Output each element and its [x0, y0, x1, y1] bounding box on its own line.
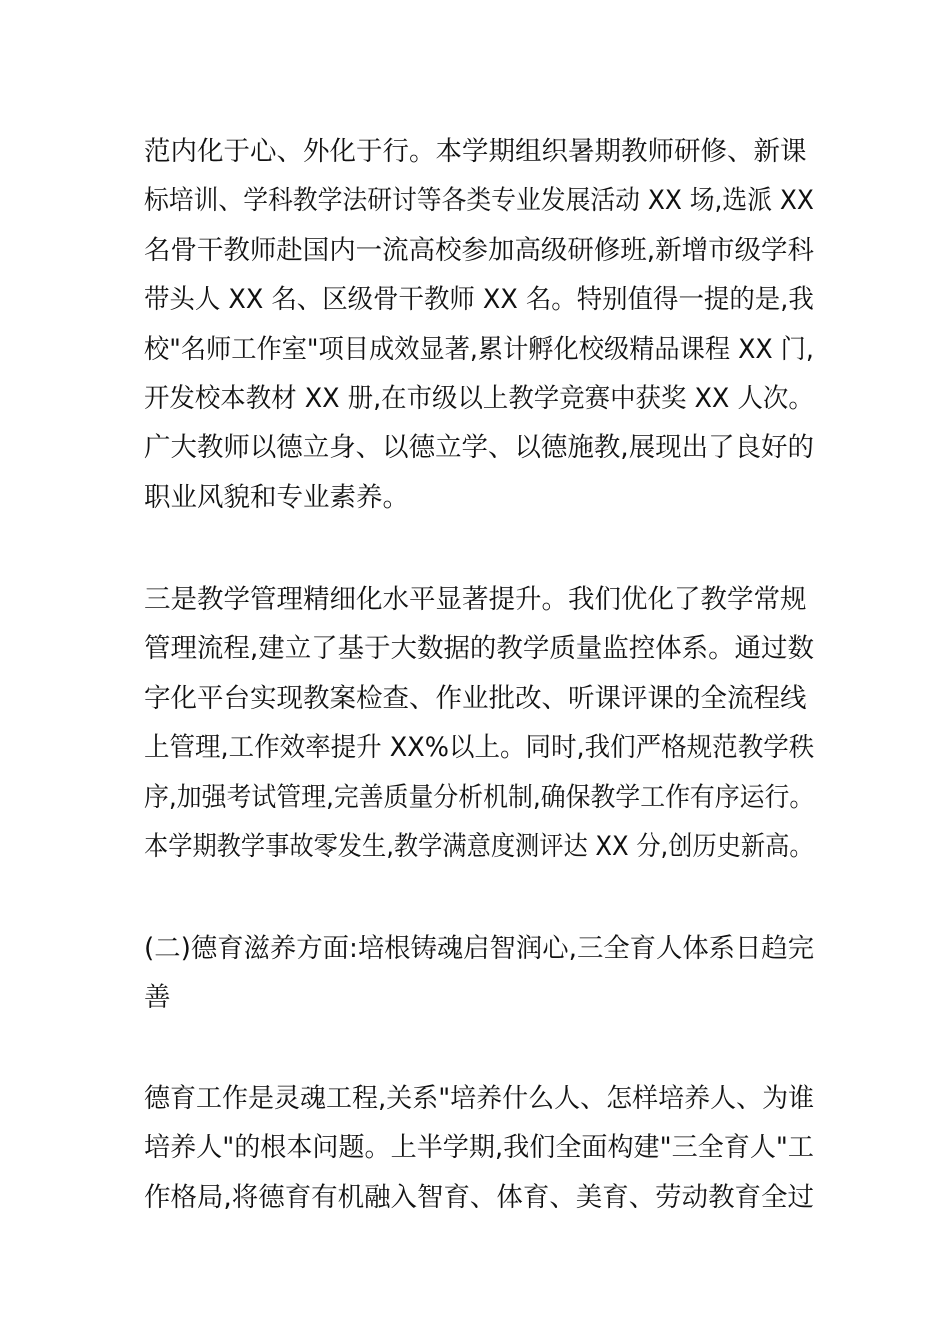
text-line: 本学期教学事故零发生,教学满意度测评达 XX 分,创历史新高。 — [144, 830, 814, 862]
paragraph-moral-education — [144, 1074, 814, 1222]
text-line: 职业风貌和专业素养。 — [144, 481, 409, 513]
text-line: 范内化于心、外化于行。本学期组织暑期教师研修、新课 — [144, 136, 807, 167]
text-line: 标培训、学科教学法研讨等各类专业发展活动 XX 场,选派 XX — [144, 185, 814, 217]
text-line: 带头人 XX 名、区级骨干教师 XX 名。特别值得一提的是,我 — [144, 284, 814, 316]
text-line: 培养人"的根本问题。上半学期,我们全面构建"三全育人"工 — [144, 1132, 814, 1164]
section-heading-moral-education — [144, 924, 814, 1023]
heading-line: (二)德育滋养方面:培根铸魂启智润心,三全育人体系日趋完 — [144, 933, 815, 964]
text-line: 作格局,将德育有机融入智育、体育、美育、劳动教育全过 — [144, 1181, 814, 1213]
text-line: 管理流程,建立了基于大数据的教学质量监控体系。通过数 — [144, 633, 814, 665]
heading-line: 善 — [144, 982, 171, 1014]
text-line: 序,加强考试管理,完善质量分析机制,确保教学工作有序运行。 — [144, 781, 815, 813]
text-line: 德育工作是灵魂工程,关系"培养什么人、怎样培养人、为谁 — [144, 1083, 815, 1114]
text-line: 上管理,工作效率提升 XX%以上。同时,我们严格规范教学秩 — [144, 732, 815, 764]
text-line: 校"名师工作室"项目成效显著,累计孵化校级精品课程 XX 门, — [144, 333, 814, 365]
text-line: 开发校本教材 XX 册,在市级以上教学竞赛中获奖 XX 人次。 — [144, 382, 814, 414]
text-line: 广大教师以德立身、以德立学、以德施教,展现出了良好的 — [144, 432, 814, 464]
text-line: 三是教学管理精细化水平显著提升。我们优化了教学常规 — [144, 584, 807, 615]
paragraph-teacher-development — [144, 127, 814, 522]
text-line: 字化平台实现教案检查、作业批改、听课评课的全流程线 — [144, 682, 807, 714]
paragraph-teaching-management — [144, 575, 814, 871]
text-line: 名骨干教师赴国内一流高校参加高级研修班,新增市级学科 — [144, 234, 814, 266]
